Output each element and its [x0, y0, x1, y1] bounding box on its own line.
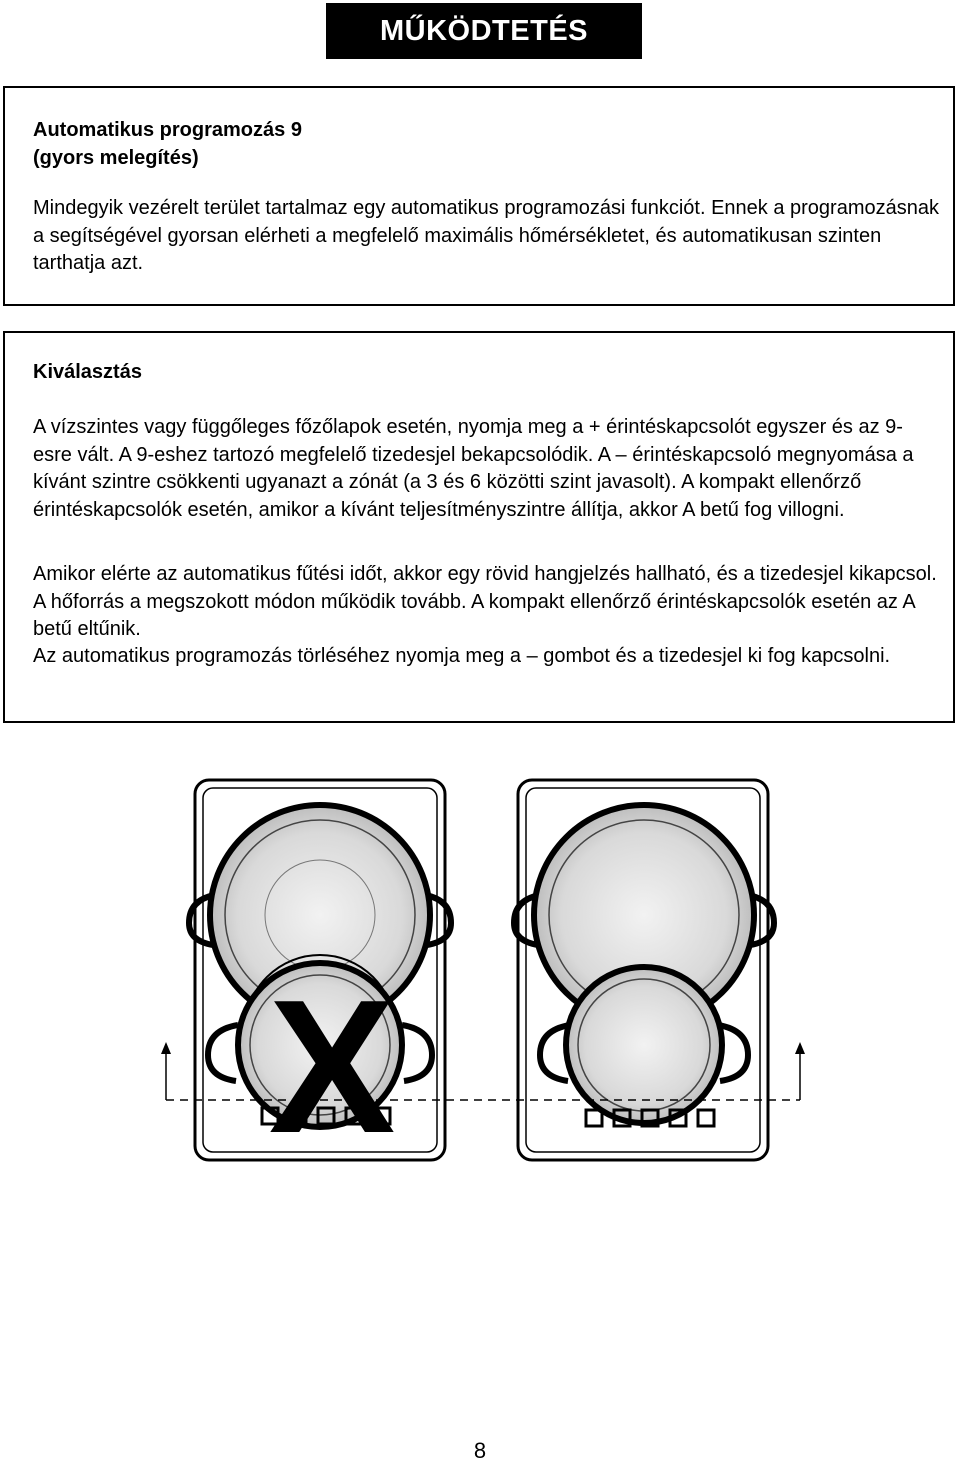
- selection-paragraph-1: A vízszintes vagy függőleges főzőlapok esetén, nyomja meg a + érintéskapcsolót egyszer és az 9-esre vált. A 9-eshez tartozó megfelelő tizedesjel bekapcsolódik. A – érintéskapcsoló megnyomása a kívánt szintre csökkenti ugyanazt a zónát (a 3 és 6 közötti szint javasolt). A kompakt ellenőrző érintéskapcsolók esetén, amikor a kívánt teljesítményszintre állítja, akkor A betű fog villogni.: [33, 416, 914, 521]
- selection-title: Kiválasztás: [33, 361, 142, 383]
- section-description: Mindegyik vezérelt terület tartalmaz egy automatikus programozási funkciót. Ennek a programozásnak a segítségével gyorsan elérheti a megfelelő maximális hőmérsékletet, és automatikusan szinten tarthatja azt.: [33, 197, 939, 274]
- section-title-line2: (gyors melegítés): [33, 147, 199, 169]
- wrong-mark: X: [268, 961, 396, 1173]
- section-title: [33, 116, 302, 172]
- selection-paragraph-2: Amikor elérte az automatikus fűtési időt, akkor egy rövid hangjelzés hallható, és a tizedesjel kikapcsol. A hőforrás a megszokott módon működik tovább. A kompakt ellenőrző érintéskapcsolók esetén az A betű eltűnik.: [33, 563, 937, 640]
- selection-paragraph-3: Az automatikus programozás törléséhez nyomja meg a – gombot és a tizedesjel ki fog kapcsolni.: [33, 645, 891, 667]
- section-title-line1: Automatikus programozás 9: [33, 119, 302, 141]
- right-hob: [514, 780, 774, 1160]
- page-header: MŰKÖDTETÉS: [326, 3, 642, 59]
- hob-diagram: [0, 760, 960, 1180]
- selection-box: [3, 331, 955, 723]
- page-number: 8: [473, 1438, 487, 1463]
- left-hob: [189, 780, 451, 1173]
- auto-programming-box: [3, 86, 955, 306]
